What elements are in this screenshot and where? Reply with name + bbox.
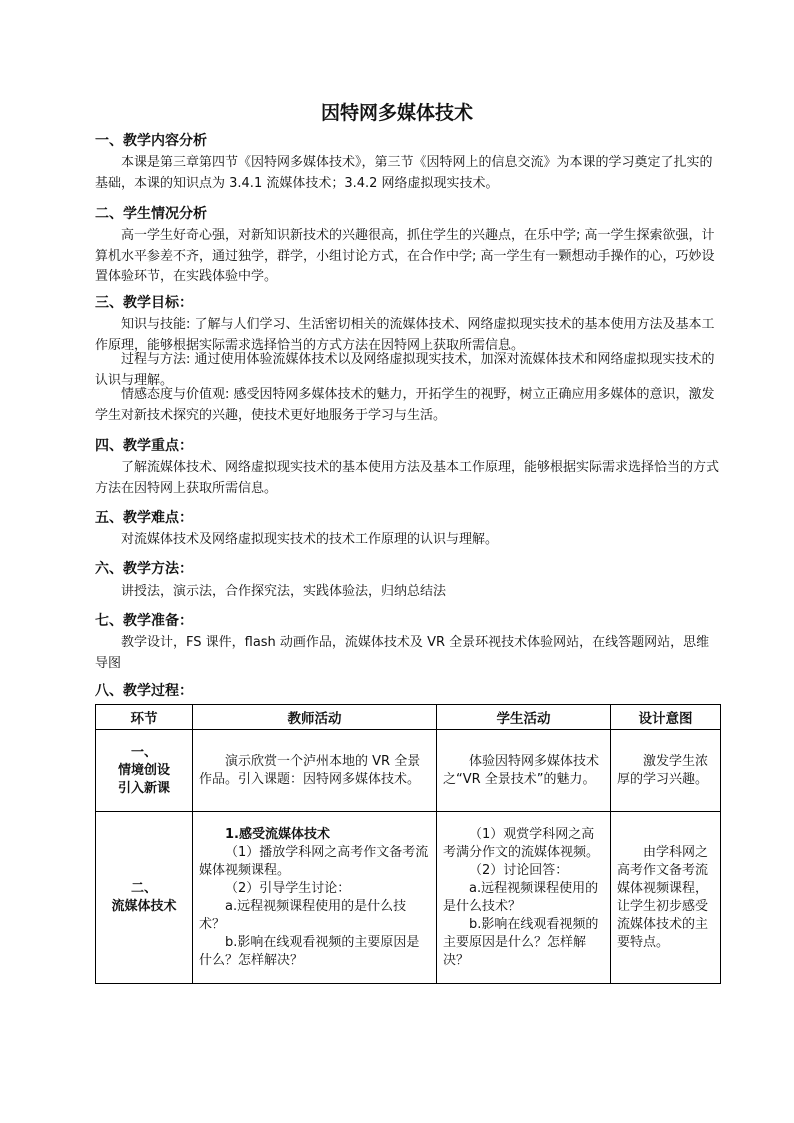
stage-cell (96, 812, 193, 984)
section-paragraph: 情感态度与价值观: 感受因特网多媒体技术的魅力，开拓学生的视野，树立正确应用多媒体的意识，激发学生对新技术探究的兴趣，使技术更好地服务于学习与生活。 (95, 387, 715, 423)
section-heading-difficulties: 五、教学难点： (95, 510, 193, 526)
table-header: 教师活动 (193, 705, 437, 730)
intent-text: 由学科网之高考作文备考流媒体视频课程，让学生初步感受流媒体技术的主要特点。 (617, 844, 709, 950)
teacher-text: 演示欣赏一个泸州本地的 VR 全景作品。引入课题：因特网多媒体技术。 (199, 753, 421, 787)
section-paragraph: 了解流媒体技术、网络虚拟现实技术的基本使用方法及基本工作原理，能够根据实际需求选择恰当的方式方法在因特网上获取所需信息。 (95, 460, 720, 496)
teacher-text: （1）播放学科网之高考作文备考流媒体视频课程。 (199, 844, 429, 878)
stage-label: 情境创设 (117, 762, 170, 778)
section-paragraph: 教学设计，FS 课件，flash 动画作品，流媒体技术及 VR 全景环视技术体验网站，在线答题网站，思维导图 (95, 635, 710, 671)
intent-text: 激发学生浓厚的学习兴趣。 (617, 753, 709, 787)
teacher-cell (193, 812, 437, 984)
section-heading-objectives: 三、教学目标： (95, 295, 193, 311)
table-header-row (96, 705, 721, 730)
student-text: b.影响在线观看视频的主要原因是什么？怎样解决？ (443, 916, 599, 968)
page-title: 因特网多媒体技术 (320, 102, 473, 124)
process-table (95, 704, 721, 984)
student-text: （2）讨论回答： (469, 862, 569, 878)
section-paragraph: 对流媒体技术及网络虚拟现实技术的技术工作原理的认识与理解。 (121, 532, 499, 547)
teacher-cell (193, 730, 437, 812)
section-heading-student-analysis: 二、学生情况分析 (95, 206, 207, 222)
teacher-text: （2）引导学生讨论： (225, 880, 351, 896)
student-text: 体验因特网多媒体技术之“VR 全景技术”的魅力。 (443, 753, 600, 787)
section-paragraph: 知识与技能: 了解与人们学习、生活密切相关的流媒体技术、网络虚拟现实技术的基本使用方法及基本工作原理，能够根据实际需求选择恰当的方式方法在因特网上获取所需信息。 (95, 317, 715, 353)
stage-number: 二、 (130, 880, 157, 896)
section-heading-methods: 六、教学方法： (95, 561, 193, 577)
section-paragraph: 讲授法，演示法，合作探究法，实践体验法，归纳总结法 (121, 584, 447, 599)
teacher-text: a.远程视频课程使用的是什么技术？ (199, 898, 407, 932)
section-heading-content-analysis: 一、教学内容分析 (95, 133, 207, 149)
section-heading-preparation: 七、教学准备： (95, 613, 193, 629)
intent-cell (611, 812, 721, 984)
section-paragraph: 过程与方法: 通过使用体验流媒体技术以及网络虚拟现实技术，加深对流媒体技术和网络虚拟现实技术的认识与理解。 (95, 352, 715, 388)
table-header: 设计意图 (611, 705, 721, 730)
stage-label: 流媒体技术 (111, 898, 177, 914)
stage-number: 一、 (130, 744, 157, 760)
student-text: （1）观赏学科网之高考满分作文的流媒体视频。 (443, 826, 600, 860)
section-heading-key-points: 四、教学重点： (95, 438, 193, 454)
table-row (96, 730, 721, 812)
table-header: 学生活动 (437, 705, 611, 730)
student-text: a.远程视频课程使用的是什么技术？ (443, 880, 599, 914)
section-paragraph: 本课是第三章第四节《因特网多媒体技术》，第三节《因特网上的信息交流》为本课的学习奠定了扎实的基础，本课的知识点为 3.4.1 流媒体技术；3.4.2 网络虚拟现实技术。 (95, 155, 713, 191)
section-paragraph: 高一学生好奇心强，对新知识新技术的兴趣很高，抓住学生的兴趣点，在乐中学; 高一学生探索欲强，计算机水平参差不齐，通过独学，群学，小组讨论方式，在合作中学; 高一学生有一颗想动手操作的心，巧妙设置体验环节，在实践体验中学。 (95, 228, 715, 284)
teacher-subtitle: 1.感受流媒体技术 (225, 826, 330, 842)
teacher-text: b.影响在线观看视频的主要原因是什么？怎样解决？ (199, 934, 420, 968)
intent-cell (611, 730, 721, 812)
student-cell (437, 730, 611, 812)
stage-cell (96, 730, 193, 812)
table-row (96, 812, 721, 984)
student-cell (437, 812, 611, 984)
stage-label: 引入新课 (117, 780, 170, 796)
section-heading-process: 八、教学过程： (95, 683, 193, 699)
table-header: 环节 (96, 705, 193, 730)
